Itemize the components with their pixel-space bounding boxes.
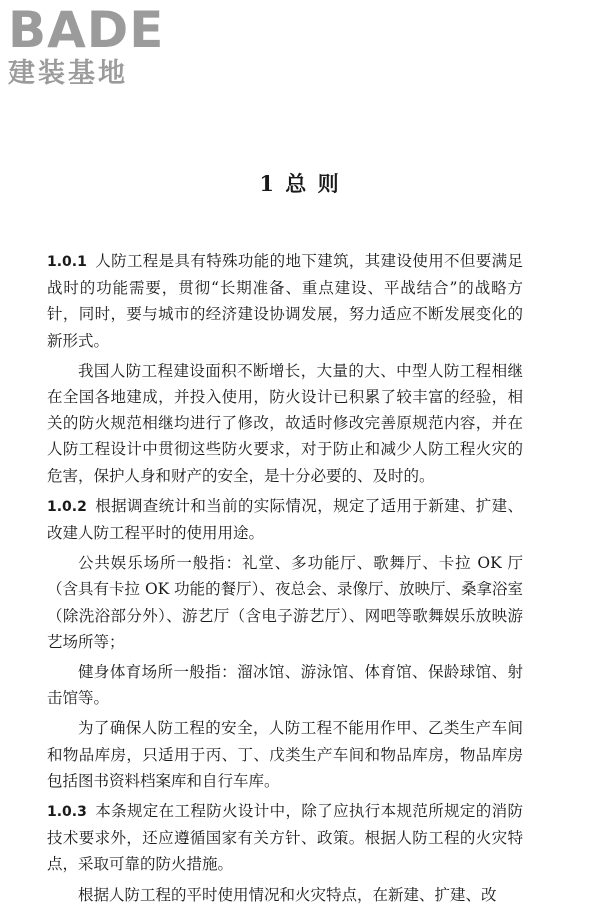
paragraph: 公共娱乐场所一般指：礼堂、多功能厅、歌舞厅、卡拉 OK 厅（含具有卡拉 OK 功能的餐厅）、夜总会、录像厅、放映厅、桑拿浴室（除洗浴部分外）、游艺厅（含电子游艺厅）、网吧等歌舞娱乐放映游艺场所等； <box>47 554 523 651</box>
brand-logo <box>8 1 178 90</box>
paragraph: 根据人防工程的平时使用情况和火灾特点，在新建、扩建、改 <box>78 885 497 904</box>
paragraph: 我国人防工程建设面积不断增长，大量的大、中型人防工程相继在全国各地建成，并投入使用，防火设计已积累了较丰富的经验，相关的防火规范相继均进行了修改，故适时修改完善原规范内容，并在人防工程设计中贯彻这些防火要求，对于防止和减少人防工程火灾的危害，保护人身和财产的安全，是十分必要的、及时的。 <box>47 361 523 485</box>
paragraph: 健身体育场所一般指：溜冰馆、游泳馆、体育馆、保龄球馆、射击馆等。 <box>47 663 523 708</box>
clause-number: 1.0.2 <box>47 498 87 515</box>
logo-subtitle: 建装基地 <box>8 58 128 89</box>
clause-1-0-3 <box>47 798 523 878</box>
clause-text: 人防工程是具有特殊功能的地下建筑，其建设使用不但要满足战时的功能需要，贯彻“长期准备、重点建设、平战结合”的战略方针，同时，要与城市的经济建设协调发展，努力适应不断发展变化的新形式。 <box>47 252 523 350</box>
chapter-title: 1 总 则 <box>259 171 341 196</box>
document-body <box>47 248 523 912</box>
logo-brand-text: BADE <box>8 1 165 59</box>
clause-number: 1.0.1 <box>47 254 87 270</box>
clause-text: 本条规定在工程防火设计中，除了应执行本规范所规定的消防技术要求外，还应遵循国家有关方针、政策。根据人防工程的火灾特点，采取可靠的防火措施。 <box>47 802 523 874</box>
clause-text: 根据调查统计和当前的实际情况，规定了适用于新建、扩建、改建人防工程平时的使用用途。 <box>47 496 523 543</box>
paragraph: 为了确保人防工程的安全，人防工程不能用作甲、乙类生产车间和物品库房，只适用于丙、丁、戊类生产车间和物品库房，物品库房包括图书资料档案库和自行车库。 <box>47 719 523 790</box>
clause-number: 1.0.3 <box>47 804 87 821</box>
clause-1-0-2 <box>47 493 523 546</box>
clause-1-0-1 <box>47 248 523 354</box>
